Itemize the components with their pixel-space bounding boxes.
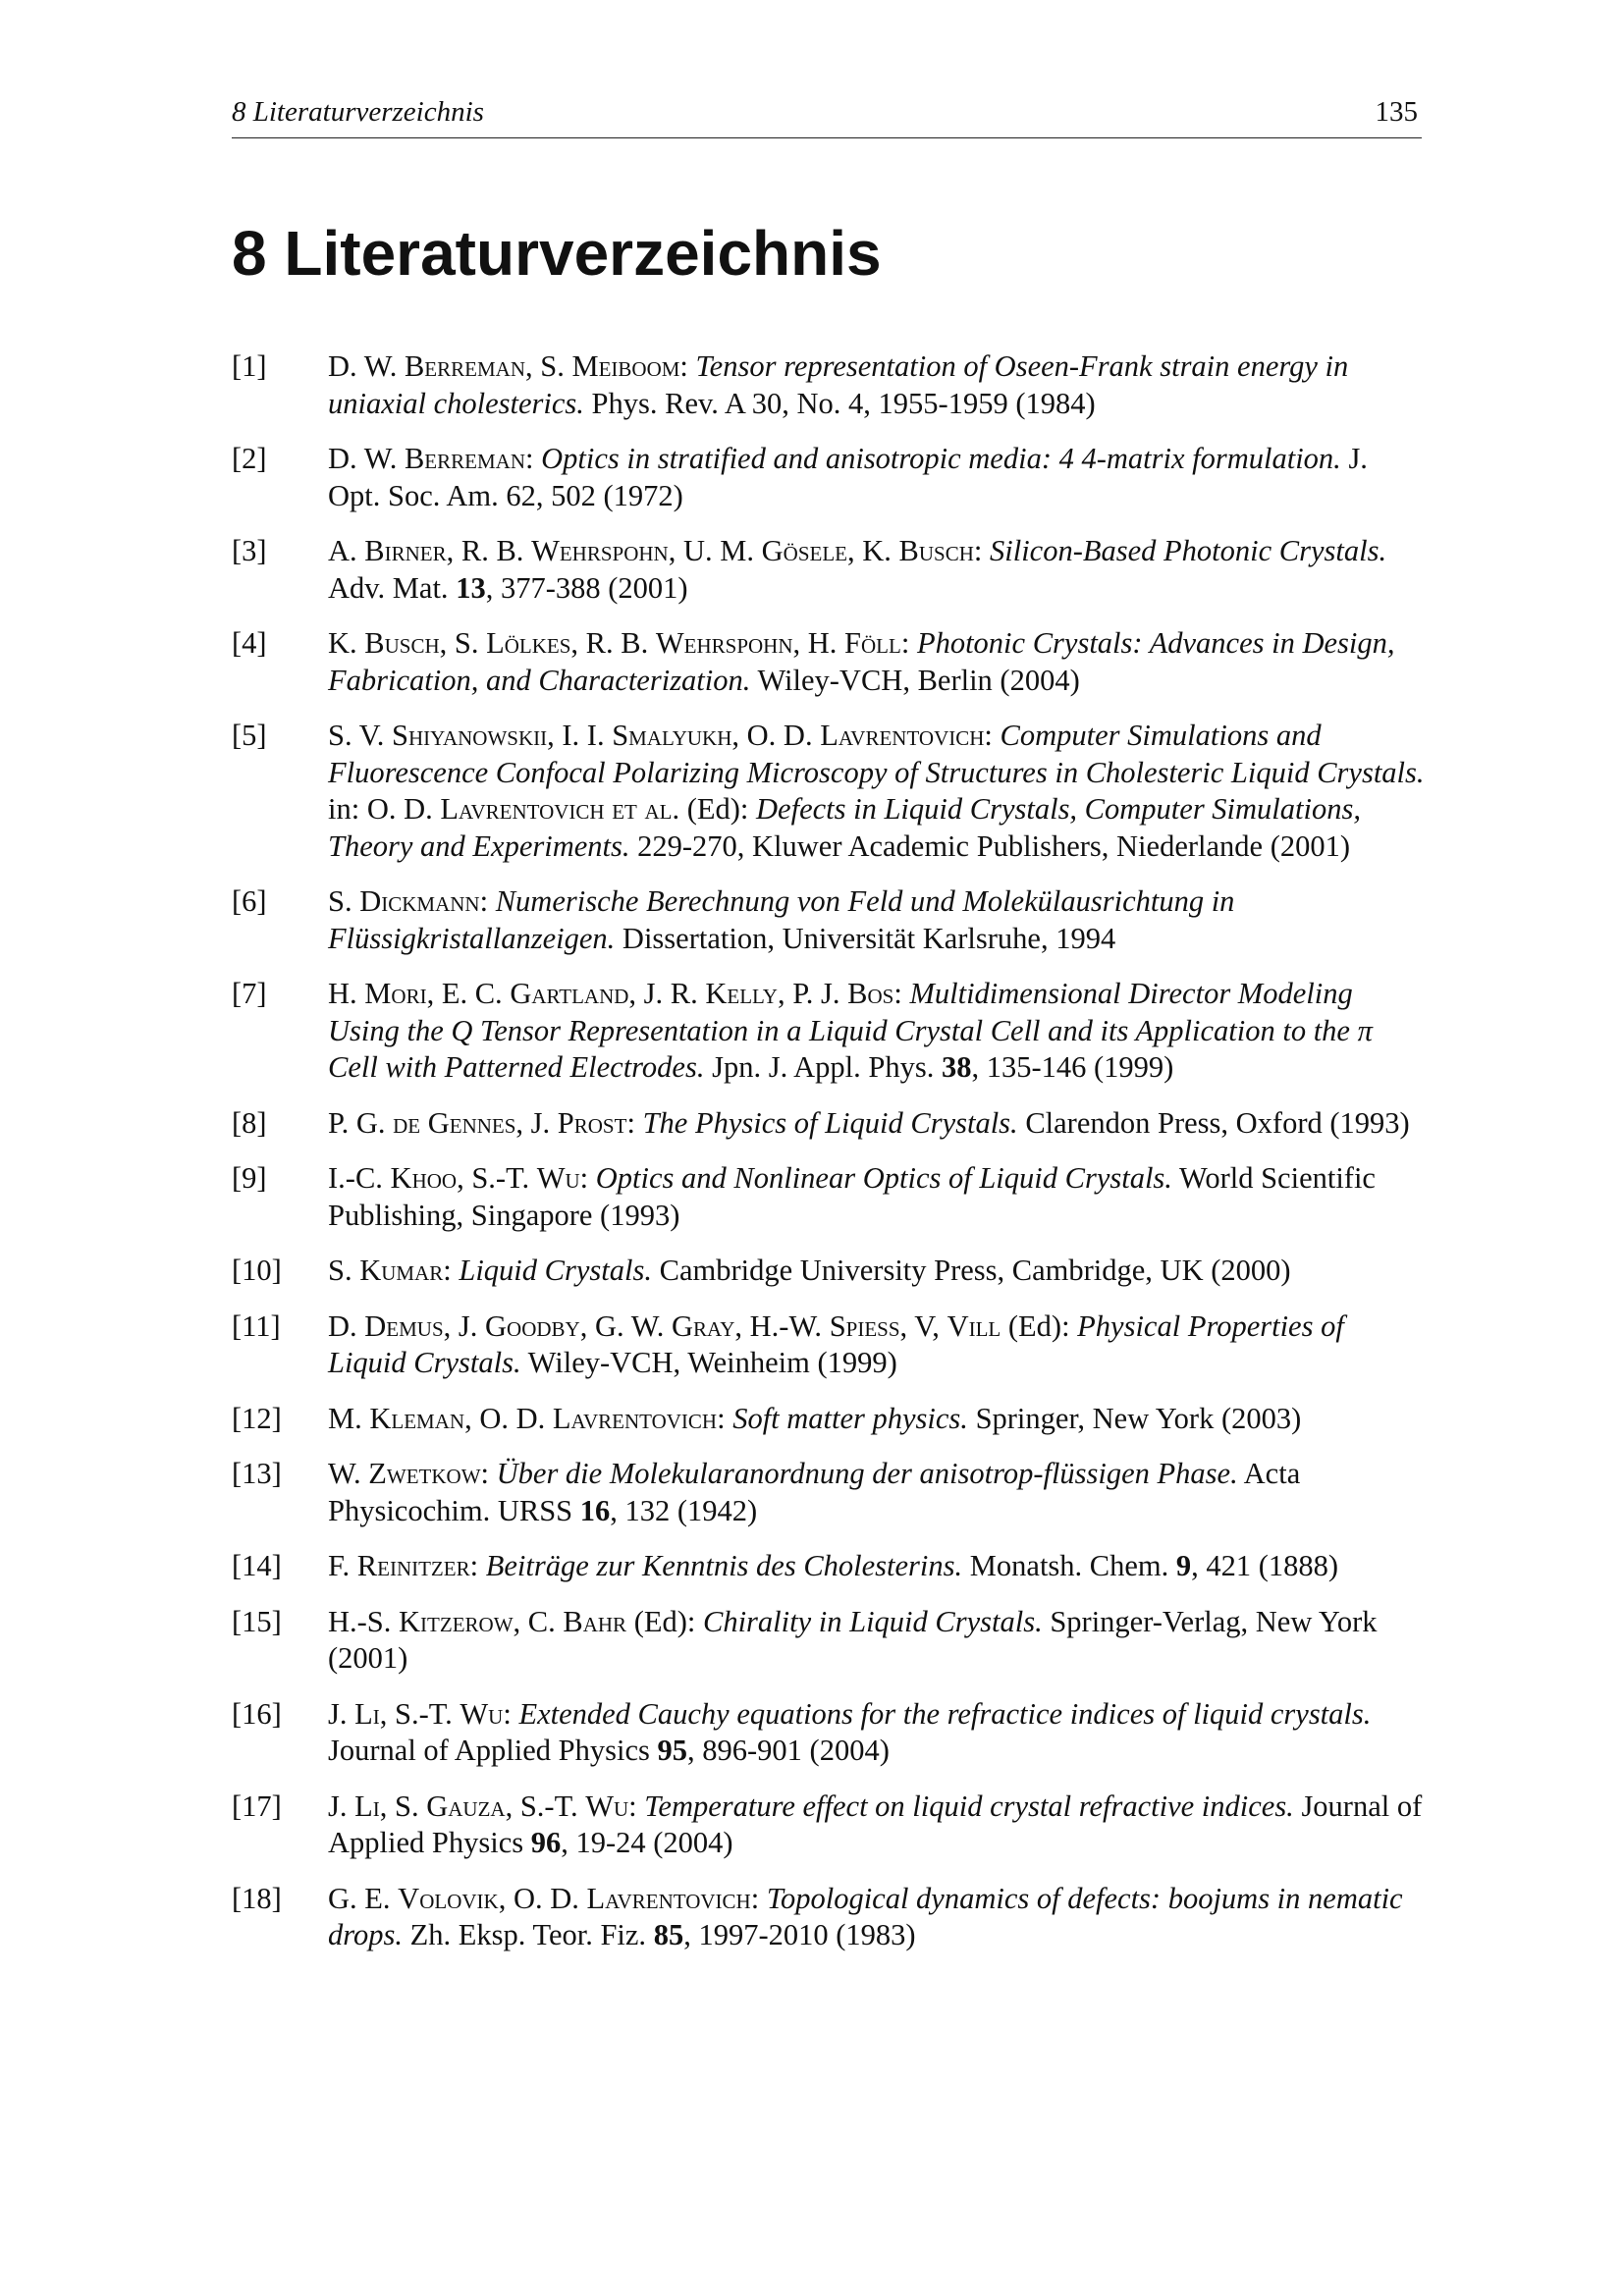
citation-text: , S.-T. xyxy=(457,1161,537,1195)
reference-text xyxy=(328,1696,1426,1770)
author-name: Lavrentovich et al. xyxy=(440,792,680,826)
reference-number: [15] xyxy=(232,1604,282,1638)
citation-text: , 896-901 (2004) xyxy=(687,1734,890,1767)
author-name: Gösele xyxy=(761,534,847,567)
citation-text: : xyxy=(679,349,696,383)
work-title: Silicon-Based Photonic Crystals. xyxy=(990,534,1387,567)
citation-text: D. W. xyxy=(328,349,405,383)
reference-number: [7] xyxy=(232,977,267,1010)
citation-text: Springer-Verlag, New York (2001) xyxy=(328,1604,1378,1675)
citation-text: , S.-T. xyxy=(379,1696,460,1731)
reference-text xyxy=(328,348,1426,422)
citation-text: , S. xyxy=(524,349,572,383)
running-header-title: 8 Literaturverzeichnis xyxy=(232,96,484,128)
volume-number: 85 xyxy=(653,1918,684,1951)
citation-text: H. xyxy=(328,977,365,1010)
citation-text: , 421 (1888) xyxy=(1191,1549,1339,1582)
author-name: Gray xyxy=(671,1308,735,1343)
citation-text: , U. M. xyxy=(668,534,762,567)
reference-entry xyxy=(232,718,1426,865)
reference-entry xyxy=(232,348,1426,422)
citation-text: , H.-W. xyxy=(734,1308,830,1343)
reference-number: [4] xyxy=(232,626,267,660)
citation-text: , K. xyxy=(846,534,899,567)
reference-number: [8] xyxy=(232,1105,267,1140)
author-name: Berreman xyxy=(404,442,525,475)
reference-number: [3] xyxy=(232,534,267,567)
citation-text: : xyxy=(579,1161,596,1195)
author-name: Volovik xyxy=(398,1881,499,1915)
reference-entry xyxy=(232,625,1426,699)
citation-text: , E. C. xyxy=(426,977,511,1010)
citation-text: P. G. xyxy=(328,1105,394,1140)
reference-entry xyxy=(232,1696,1426,1770)
citation-text: , S. xyxy=(439,626,487,660)
work-title: Optics in stratified and anisotropic media: 4 4-matrix formulation. xyxy=(541,442,1341,475)
citation-text: Adv. Mat. xyxy=(328,570,457,605)
reference-number: [18] xyxy=(232,1881,282,1915)
citation-text: : xyxy=(503,1696,519,1731)
reference-text xyxy=(328,1401,1426,1438)
author-name: Li xyxy=(354,1789,380,1823)
citation-text: , P. J. xyxy=(777,977,848,1010)
citation-text: Journal of Applied Physics xyxy=(328,1734,658,1767)
page-number: 135 xyxy=(1375,96,1418,128)
reference-list xyxy=(232,348,1426,1973)
reference-text xyxy=(328,1308,1426,1382)
reference-entry xyxy=(232,1456,1426,1529)
citation-text: in: O. D. xyxy=(328,792,441,826)
volume-number: 13 xyxy=(456,570,486,605)
reference-entry xyxy=(232,1401,1426,1438)
citation-text: , 1997-2010 (1983) xyxy=(683,1918,916,1951)
citation-text: Monatsh. Chem. xyxy=(962,1549,1176,1582)
author-name: Bos xyxy=(847,977,894,1010)
author-name: Birner xyxy=(364,534,447,567)
reference-text xyxy=(328,718,1426,865)
citation-text: F. xyxy=(328,1549,357,1582)
citation-text: , S.-T. xyxy=(505,1789,586,1823)
reference-entry xyxy=(232,883,1426,957)
citation-text: , J. xyxy=(515,1105,558,1140)
citation-text: Journal of Applied Physics xyxy=(328,1789,1423,1859)
work-title: Physical Properties of Liquid Crystals. xyxy=(328,1308,1344,1379)
citation-text: : xyxy=(893,977,910,1010)
author-name: Khoo xyxy=(390,1161,458,1195)
author-name: Li xyxy=(354,1696,380,1731)
work-title: Multidimensional Director Modeling Using the Q Tensor Representation in a Liquid Crystal Cell and its Application to the π Cell with Patterned Electrodes. xyxy=(328,977,1373,1084)
citation-text: K. xyxy=(328,626,365,660)
citation-text: S. V. xyxy=(328,719,393,752)
citation-text: , S. xyxy=(379,1789,427,1823)
work-title: Topological dynamics of defects: boojums in nematic drops. xyxy=(328,1881,1403,1951)
work-title: Computer Simulations and Fluorescence Confocal Polarizing Microscopy of Structures in Cholesteric Liquid Crystals. xyxy=(328,719,1425,789)
running-header xyxy=(232,96,1422,138)
citation-text: : xyxy=(524,442,542,475)
author-name: Shiyanowskii xyxy=(392,719,548,752)
work-title: Chirality in Liquid Crystals. xyxy=(702,1604,1043,1638)
citation-text: Phys. Rev. A 30, No. 4, 1955-1959 (1984) xyxy=(583,386,1096,420)
author-name: Prost xyxy=(557,1105,627,1140)
reference-entry xyxy=(232,1604,1426,1678)
author-name: Berreman xyxy=(404,349,525,383)
citation-text: Wiley-VCH, Berlin (2004) xyxy=(750,663,1080,697)
citation-text: , 19-24 (2004) xyxy=(561,1826,733,1859)
citation-text: : xyxy=(750,1881,767,1915)
citation-text: : xyxy=(443,1254,460,1287)
citation-text: A. xyxy=(328,534,365,567)
work-title: Soft matter physics. xyxy=(732,1401,968,1435)
author-name: Gartland xyxy=(510,977,629,1010)
author-name: Vill xyxy=(947,1308,1001,1343)
citation-text: 229-270, Kluwer Academic Publishers, Niederlande (2001) xyxy=(629,828,1351,863)
author-name: Busch xyxy=(898,534,974,567)
reference-text xyxy=(328,625,1426,699)
chapter-title: 8 Literaturverzeichnis xyxy=(232,218,882,289)
reference-text xyxy=(328,1253,1426,1290)
author-name: Föll xyxy=(844,626,901,660)
author-name: Demus xyxy=(364,1308,444,1343)
citation-text: , C. xyxy=(513,1604,564,1638)
author-name: de Gennes xyxy=(393,1105,516,1140)
citation-text: (Ed): xyxy=(626,1604,703,1638)
citation-text: Clarendon Press, Oxford (1993) xyxy=(1017,1105,1410,1140)
citation-text: : xyxy=(973,534,990,567)
reference-text xyxy=(328,441,1426,514)
citation-text: , 377-388 (2001) xyxy=(485,570,688,605)
author-name: Lavrentovich xyxy=(586,1881,751,1915)
citation-text: : xyxy=(628,1789,645,1823)
reference-number: [9] xyxy=(232,1161,267,1195)
author-name: Kumar xyxy=(359,1254,444,1287)
work-title: Liquid Crystals. xyxy=(459,1254,652,1287)
author-name: Lavrentovich xyxy=(552,1401,718,1435)
reference-text xyxy=(328,1789,1426,1862)
citation-text: , G. W. xyxy=(579,1308,672,1343)
citation-text: World Scientific Publishing, Singapore (1993) xyxy=(328,1161,1376,1232)
citation-text: D. W. xyxy=(328,442,405,475)
author-name: Wu xyxy=(460,1696,504,1731)
author-name: Zwetkow xyxy=(368,1457,481,1490)
volume-number: 95 xyxy=(657,1734,687,1767)
citation-text: : xyxy=(469,1549,486,1582)
work-title: Optics and Nonlinear Optics of Liquid Crystals. xyxy=(595,1161,1172,1195)
reference-text xyxy=(328,976,1426,1087)
citation-text: (Ed): xyxy=(679,792,757,826)
citation-text: , I. I. xyxy=(547,719,613,752)
citation-text: : xyxy=(479,884,496,918)
author-name: Smalyukh xyxy=(612,719,732,752)
citation-text: , 135-146 (1999) xyxy=(971,1050,1174,1084)
author-name: Lölkes xyxy=(486,626,571,660)
citation-text: , O. D. xyxy=(498,1881,587,1915)
author-name: Mori xyxy=(364,977,427,1010)
citation-text: , O. D. xyxy=(731,719,821,752)
citation-text: H.-S. xyxy=(328,1604,400,1638)
work-title: Beiträge zur Kenntnis des Cholesterins. xyxy=(485,1549,963,1582)
author-name: Wehrspohn xyxy=(655,626,793,660)
work-title: Über die Molekularanordnung der anisotrop-flüssigen Phase. xyxy=(496,1457,1238,1490)
work-title: The Physics of Liquid Crystals. xyxy=(642,1105,1018,1140)
reference-number: [12] xyxy=(232,1401,282,1435)
citation-text: , 132 (1942) xyxy=(610,1493,758,1527)
reference-entry xyxy=(232,1105,1426,1143)
citation-text: G. E. xyxy=(328,1881,399,1915)
work-title: Temperature effect on liquid crystal refractive indices. xyxy=(644,1789,1294,1823)
reference-entry xyxy=(232,1308,1426,1382)
citation-text: , O. D. xyxy=(464,1401,553,1435)
citation-text: , R. B. xyxy=(570,626,656,660)
work-title: Tensor representation of Oseen-Frank strain energy in uniaxial cholesterics. xyxy=(328,349,1349,420)
citation-text: Jpn. J. Appl. Phys. xyxy=(704,1050,942,1084)
reference-number: [11] xyxy=(232,1308,281,1343)
citation-text: , J. xyxy=(443,1308,486,1343)
work-title: Numerische Berechnung von Feld und Molekülausrichtung in Flüssigkristallanzeigen. xyxy=(328,884,1235,955)
author-name: Lavrentovich xyxy=(820,719,985,752)
citation-text: , R. B. xyxy=(446,534,532,567)
citation-text: : xyxy=(480,1457,497,1490)
author-name: Kitzerow xyxy=(399,1604,514,1638)
citation-text: : xyxy=(626,1105,643,1140)
reference-text xyxy=(328,1160,1426,1234)
reference-number: [16] xyxy=(232,1696,282,1731)
citation-text: Dissertation, Universität Karlsruhe, 1994 xyxy=(615,921,1116,955)
reference-text xyxy=(328,533,1426,607)
citation-text: Zh. Eksp. Teor. Fiz. xyxy=(402,1918,654,1951)
reference-text xyxy=(328,1548,1426,1585)
reference-number: [6] xyxy=(232,884,267,918)
reference-entry xyxy=(232,1548,1426,1585)
author-name: Meiboom xyxy=(571,349,680,383)
author-name: Goodby xyxy=(485,1308,580,1343)
work-title: Photonic Crystals: Advances in Design, Fabrication, and Characterization. xyxy=(328,626,1395,697)
reference-text xyxy=(328,883,1426,957)
reference-number: [5] xyxy=(232,719,267,752)
author-name: Wehrspohn xyxy=(531,534,669,567)
reference-number: [17] xyxy=(232,1789,282,1823)
reference-text xyxy=(328,1881,1426,1954)
citation-text: D. xyxy=(328,1308,365,1343)
author-name: Dickmann xyxy=(359,884,480,918)
citation-text: (Ed): xyxy=(1001,1308,1078,1343)
author-name: Wu xyxy=(536,1161,580,1195)
author-name: Kelly xyxy=(705,977,778,1010)
work-title: Extended Cauchy equations for the refractice indices of liquid crystals. xyxy=(518,1696,1372,1731)
citation-text: I.-C. xyxy=(328,1161,391,1195)
citation-text: Acta Physicochim. URSS xyxy=(328,1457,1301,1527)
volume-number: 16 xyxy=(579,1493,611,1527)
work-title: Defects in Liquid Crystals, Computer Simulations, Theory and Experiments. xyxy=(328,792,1361,863)
reference-number: [2] xyxy=(232,442,267,475)
citation-text: , V, xyxy=(899,1308,947,1343)
volume-number: 38 xyxy=(941,1050,972,1084)
citation-text: J. xyxy=(328,1789,355,1823)
author-name: Spiess xyxy=(829,1308,900,1343)
reference-entry xyxy=(232,441,1426,514)
citation-text: : xyxy=(717,1401,733,1435)
reference-entry xyxy=(232,1789,1426,1862)
reference-text xyxy=(328,1105,1426,1143)
reference-number: [14] xyxy=(232,1549,282,1582)
reference-entry xyxy=(232,1253,1426,1290)
citation-text: W. xyxy=(328,1457,369,1490)
citation-text: : xyxy=(900,626,917,660)
reference-text xyxy=(328,1456,1426,1529)
citation-text: S. xyxy=(328,1254,360,1287)
citation-text: J. Opt. Soc. Am. 62, 502 (1972) xyxy=(328,442,1368,512)
reference-entry xyxy=(232,976,1426,1087)
citation-text: : xyxy=(984,719,1001,752)
citation-text: Springer, New York (2003) xyxy=(967,1401,1302,1435)
author-name: Wu xyxy=(585,1789,629,1823)
reference-number: [10] xyxy=(232,1254,282,1287)
reference-number: [1] xyxy=(232,349,267,383)
reference-entry xyxy=(232,1881,1426,1954)
author-name: Reinitzer xyxy=(356,1549,470,1582)
citation-text: , H. xyxy=(792,626,845,660)
volume-number: 9 xyxy=(1175,1549,1192,1582)
author-name: Kleman xyxy=(369,1401,465,1435)
citation-text: S. xyxy=(328,884,360,918)
citation-text: M. xyxy=(328,1401,370,1435)
citation-text: , J. R. xyxy=(628,977,706,1010)
reference-entry xyxy=(232,1160,1426,1234)
author-name: Busch xyxy=(364,626,440,660)
citation-text: Wiley-VCH, Weinheim (1999) xyxy=(520,1346,897,1379)
citation-text: Cambridge University Press, Cambridge, UK (2000) xyxy=(651,1254,1291,1287)
citation-text: J. xyxy=(328,1696,355,1731)
reference-number: [13] xyxy=(232,1457,282,1490)
volume-number: 96 xyxy=(530,1826,562,1859)
reference-text xyxy=(328,1604,1426,1678)
reference-entry xyxy=(232,533,1426,607)
author-name: Bahr xyxy=(563,1604,627,1638)
author-name: Gauza xyxy=(426,1789,506,1823)
